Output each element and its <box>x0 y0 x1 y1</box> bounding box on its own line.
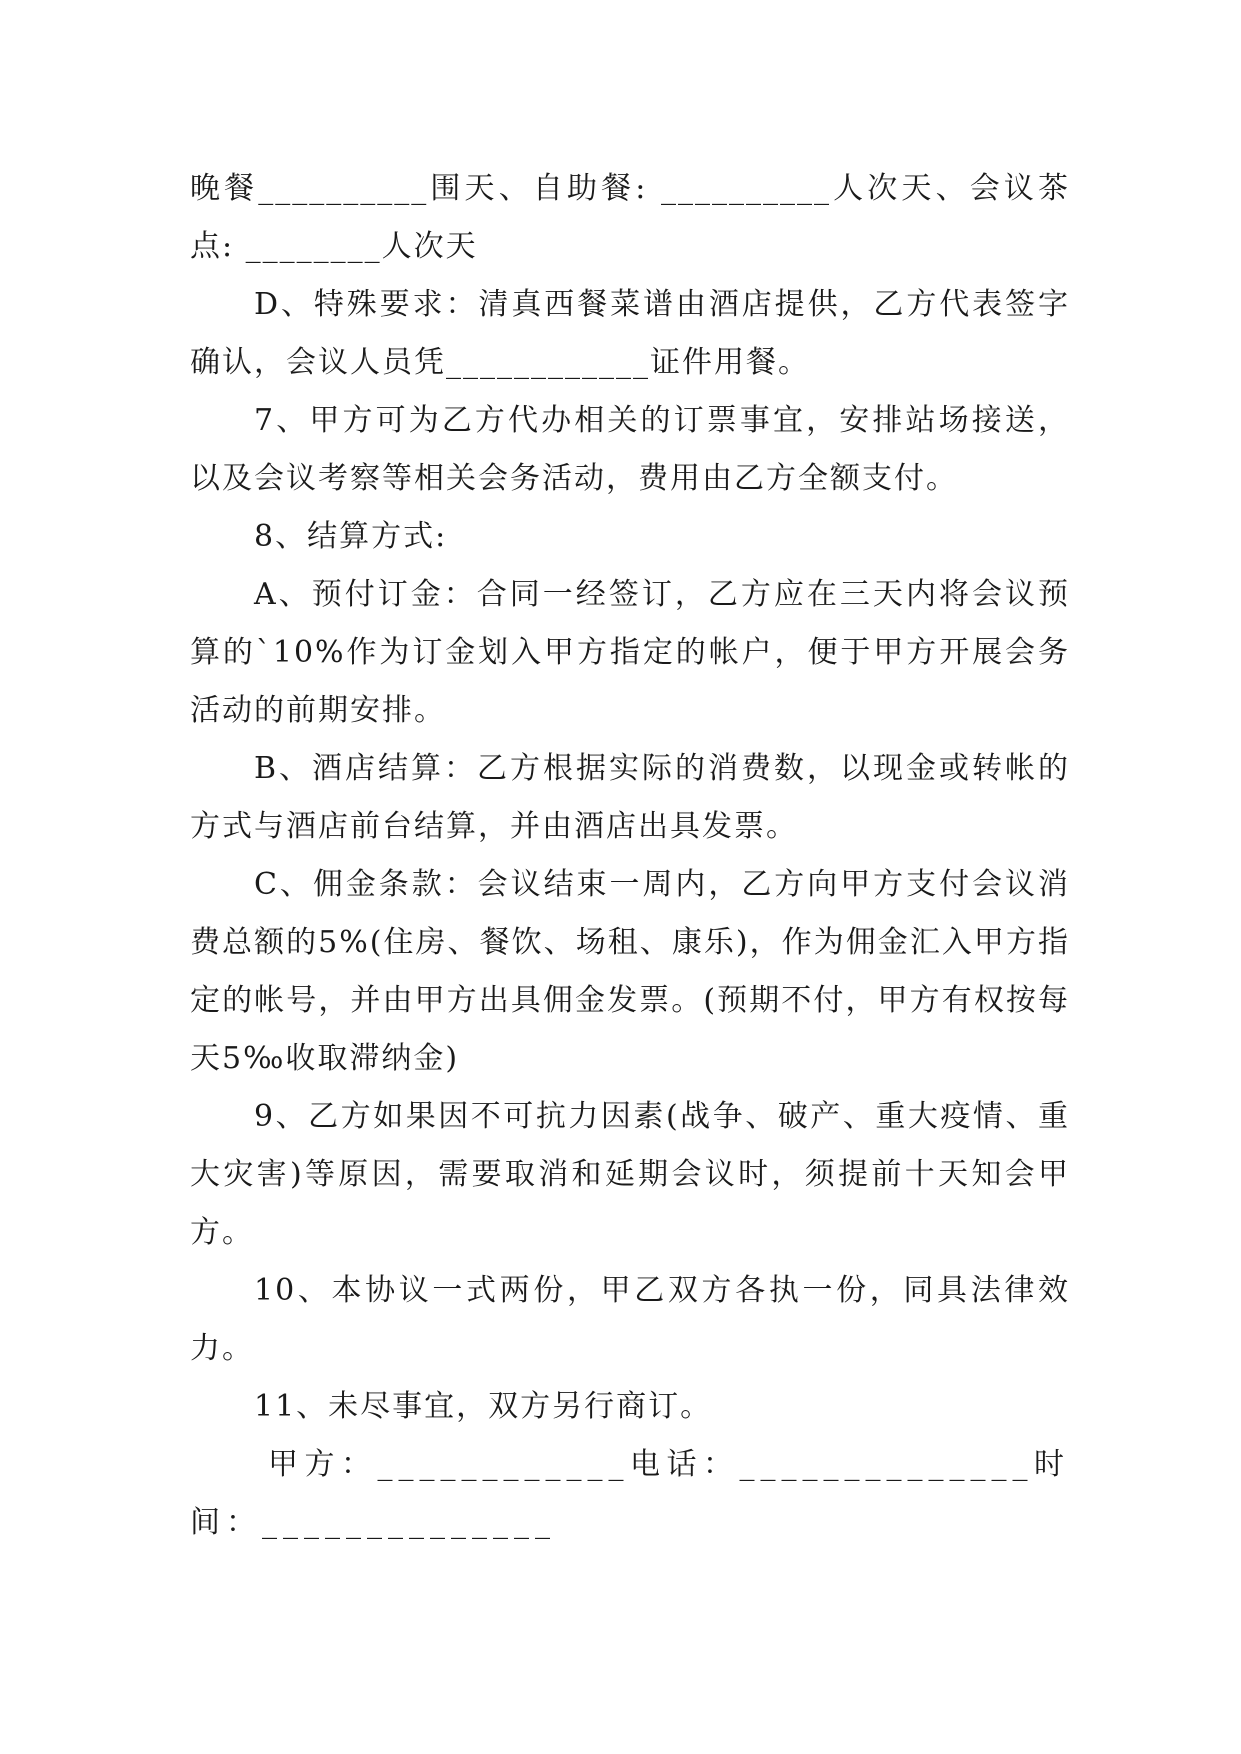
paragraph-clause-10: 10、本协议一式两份，甲乙双方各执一份，同具法律效力。 <box>190 1273 1070 1366</box>
paragraph-dinner-quantities: 晚餐__________围天、自助餐: __________人次天、会议茶点: ________人次天 <box>190 171 1070 264</box>
paragraph-clause-8a: A、预付订金：合同一经签订，乙方应在三天内将会议预算的`10%作为订金划入甲方指定的帐户，便于甲方开展会务活动的前期安排。 <box>190 577 1070 728</box>
paragraph-clause-7: 7、甲方可为乙方代办相关的订票事宜，安排站场接送，以及会议考察等相关会务活动，费用由乙方全额支付。 <box>190 403 1070 496</box>
paragraph-clause-11: 11、未尽事宜，双方另行商订。 <box>254 1389 713 1424</box>
paragraph-clause-8c: C、佣金条款：会议结束一周内，乙方向甲方支付会议消费总额的5%(住房、餐饮、场租、康乐)，作为佣金汇入甲方指定的帐号，并由甲方出具佣金发票。(预期不付，甲方有权按每天5‰收取滞纳金) <box>190 867 1070 1076</box>
document-body <box>190 160 1070 1552</box>
paragraph-clause-8b: B、酒店结算：乙方根据实际的消费数，以现金或转帐的方式与酒店前台结算，并由酒店出具发票。 <box>190 751 1070 844</box>
paragraph-clause-8: 8、结算方式: <box>254 519 448 554</box>
paragraph-clause-9: 9、乙方如果因不可抗力因素(战争、破产、重大疫情、重大灾害)等原因，需要取消和延期会议时，须提前十天知会甲方。 <box>190 1099 1070 1250</box>
signature-line: 甲方：____________电话：______________时间：______________ <box>190 1447 1070 1540</box>
paragraph-special-requirements: D、特殊要求：清真西餐菜谱由酒店提供，乙方代表签字确认，会议人员凭____________证件用餐。 <box>190 287 1070 380</box>
